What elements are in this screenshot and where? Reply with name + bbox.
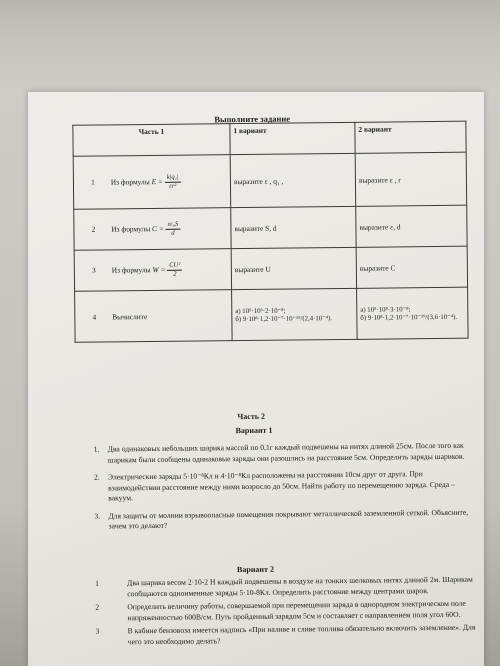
- variant1-cell: выразите S, d: [231, 206, 356, 248]
- variant1-cell: а) 10⁵·10⁶·2·10⁻⁸; б) 9·10⁸·1,2·10⁻⁷·10⁻¹⁹/(2,4·10⁻⁴).: [232, 288, 358, 340]
- list-item: [94, 441, 472, 466]
- item-number: 2.: [93, 472, 100, 482]
- item-text: Определить величину работы, совершаемой при перемещении заряда в однородном электрическом поле напряженностью 600В/см. Путь пройденный зарядом 5см и составляет с направлением поля угол 60Ο.: [127, 598, 466, 622]
- task-number: 2: [91, 224, 96, 234]
- formula-lhs: E =: [151, 176, 163, 186]
- formula-numerator: k|q₁|: [165, 173, 181, 182]
- list-item: [96, 623, 476, 648]
- item-number: 3: [95, 626, 100, 636]
- variant2-cell: выразите C: [356, 246, 467, 288]
- item-number: 2: [95, 602, 100, 612]
- table-row: [74, 205, 467, 250]
- table-row: [74, 246, 467, 291]
- formula-denominator: 2: [173, 270, 177, 278]
- variant1-list: [94, 441, 473, 539]
- paper-sheet: [28, 92, 484, 666]
- table-row: [73, 152, 467, 209]
- task-cell: [74, 249, 231, 292]
- list-item: [94, 469, 472, 504]
- item-text: Два одинаковых небольших шарика массой по 0,1г каждый подвешены на нитях длиной 25см. После того как шарикам были сообщены одинаковые заряды они разошлись на расстояние 5см. Определить заряды шариков.: [107, 440, 465, 464]
- task-number: 4: [92, 312, 97, 322]
- item-text: Для защиты от молнии взрывоопасные помещения покрывают металлической заземленной сеткой. Объясните, зачем это делают?: [108, 507, 469, 531]
- item-number: 1: [95, 578, 99, 588]
- task-label: Из формулы: [110, 176, 150, 187]
- item-number: 3.: [94, 511, 101, 521]
- formula-lhs: W =: [152, 264, 166, 274]
- task-label: Вычислите: [112, 311, 148, 321]
- task-title: Выполните задание: [214, 113, 291, 125]
- header-part1: Часть 1: [73, 124, 230, 157]
- variant1-cell: выразите ε , q₁ ,: [230, 153, 356, 207]
- list-item: [95, 599, 475, 624]
- part1-table: [72, 121, 468, 343]
- formula-denominator: εr²: [169, 182, 177, 190]
- variant1-heading: Вариант 1: [235, 425, 273, 436]
- task-label: Из формулы: [111, 264, 151, 275]
- header-variant2: 2 вариант: [355, 121, 466, 153]
- part2-heading: Часть 2: [237, 411, 266, 422]
- table-header-row: [73, 121, 466, 156]
- list-item: [95, 575, 475, 600]
- formula-lhs: C =: [151, 223, 164, 233]
- task-cell: [73, 155, 231, 210]
- task-cell: [75, 290, 233, 343]
- item-text: В кабине бензовоза имеется надпись «При наливе и сливе топлива обязательно включить заземление». Для чего это необходимо делать?: [127, 622, 476, 646]
- variant2-heading: Вариант 2: [236, 564, 274, 575]
- task-cell: [74, 208, 231, 251]
- variant2-cell: выразите ε , r: [355, 152, 467, 206]
- task-number: 1: [91, 177, 95, 187]
- item-number: 1.: [93, 444, 100, 454]
- sheet-content: [54, 88, 476, 646]
- formula-numerator: εε₀S: [166, 220, 181, 229]
- variant2-list: [95, 575, 476, 651]
- task-label: Из формулы: [111, 223, 151, 234]
- formula-fraction: [167, 261, 182, 278]
- header-variant1: 1 вариант: [230, 122, 355, 154]
- item-text: Электрические заряды 5·10⁻⁸Кл и 4·10⁻⁸Кл расположены на расстоянии 10см друг от друга. При взаимодействии расстояние между ними возросло до 50см. Найти работу по перемещению заряда. Среда – вакуум.: [107, 469, 455, 503]
- formula-fraction: [166, 220, 181, 237]
- variant1-cell: выразите U: [231, 247, 356, 289]
- table-row: [75, 287, 469, 342]
- formula-denominator: d: [171, 229, 175, 237]
- formula-fraction: [165, 173, 181, 190]
- variant2-cell: а) 10⁵·10⁸·3·10⁻⁸; б) 9·10⁸·1,2·10⁻⁷·10⁻¹⁹/(3,6·10⁻⁴).: [357, 287, 469, 339]
- task-number: 3: [91, 265, 96, 275]
- item-text: Два шарика весом 2·10-2 Н каждый подвешены в воздухе на тонких шелковых нитях длиной 2м. Шарикам сообщаются одноименные заряды 5·10-8Кл. Определить расстояние между центрами шаров.: [127, 574, 473, 598]
- formula-numerator: CU²: [167, 261, 182, 270]
- list-item: [94, 507, 472, 532]
- variant2-cell: выразите ε, d: [356, 205, 467, 247]
